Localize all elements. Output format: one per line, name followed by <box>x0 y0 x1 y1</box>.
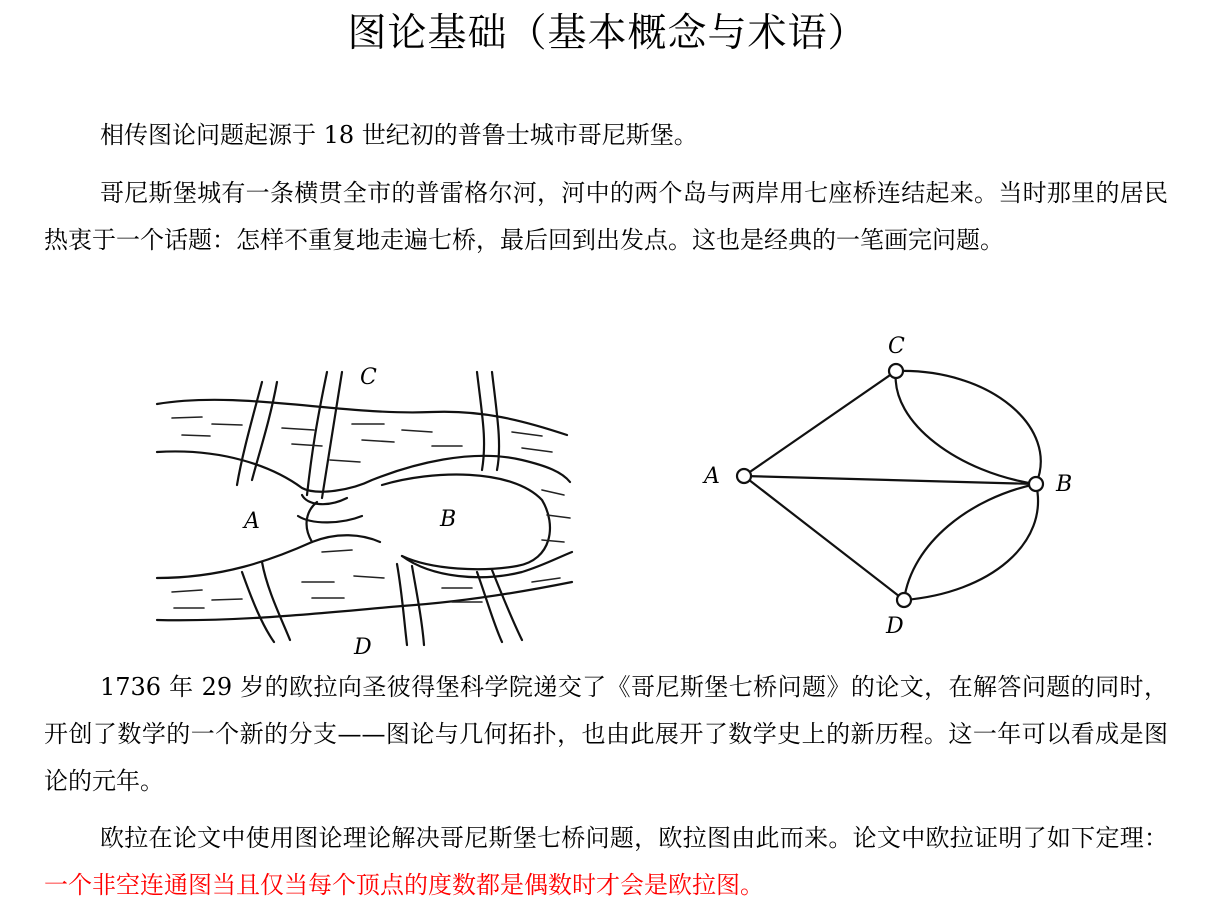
map-label-a: A <box>244 509 260 534</box>
bridge-1 <box>237 382 262 485</box>
graph-edges <box>744 371 1041 600</box>
vertex-c <box>889 364 903 378</box>
vertex-a <box>737 469 751 483</box>
graph-label-d: D <box>886 614 904 639</box>
map-label-b: B <box>440 507 457 532</box>
river-upper-bank-bottom <box>157 451 570 491</box>
island-b-outline <box>382 475 550 570</box>
river-lower-bank-top <box>157 535 380 578</box>
graph-label-b: B <box>1056 472 1073 497</box>
paragraph-seven-bridges: 哥尼斯堡城有一条横贯全市的普雷格尔河，河中的两个岛与两岸用七座桥连结起来。当时那里的居民热衷于一个话题：怎样不重复地走遍七桥，最后回到出发点。这也是经典的一笔画完问题。 <box>44 179 1168 254</box>
paragraph-euler-theorem <box>44 815 1168 909</box>
map-label-c: C <box>360 365 377 390</box>
graph-label-c: C <box>888 334 905 359</box>
map-label-d: D <box>354 635 372 660</box>
vertex-d <box>897 593 911 607</box>
water-hatching <box>172 417 570 608</box>
bridge-4 <box>302 495 347 504</box>
theorem-intro: 欧拉在论文中使用图论理论解决哥尼斯堡七桥问题，欧拉图由此而来。论文中欧拉证明了如下定理： <box>100 824 1168 852</box>
paragraph-origin: 相传图论问题起源于 18 世纪初的普鲁士城市哥尼斯堡。 <box>100 121 698 149</box>
bridge-2 <box>307 372 327 495</box>
theorem-statement: 一个非空连通图当且仅当每个顶点的度数都是偶数时才会是欧拉图。 <box>44 871 764 899</box>
konigsberg-map-figure <box>102 320 592 665</box>
graph-label-a: A <box>704 464 720 489</box>
page-title: 图论基础（基本概念与术语） <box>347 11 868 56</box>
river-upper-bank-top <box>157 400 567 435</box>
paragraph-euler-paper: 1736 年 29 岁的欧拉向圣彼得堡科学院递交了《哥尼斯堡七桥问题》的论文，在解答问题的同时，开创了数学的一个新的分支——图论与几何拓扑，也由此展开了数学史上的新历程。这一年可以看成是图论的元年。 <box>44 673 1168 795</box>
konigsberg-graph-figure <box>690 328 1090 643</box>
vertex-b <box>1029 477 1043 491</box>
